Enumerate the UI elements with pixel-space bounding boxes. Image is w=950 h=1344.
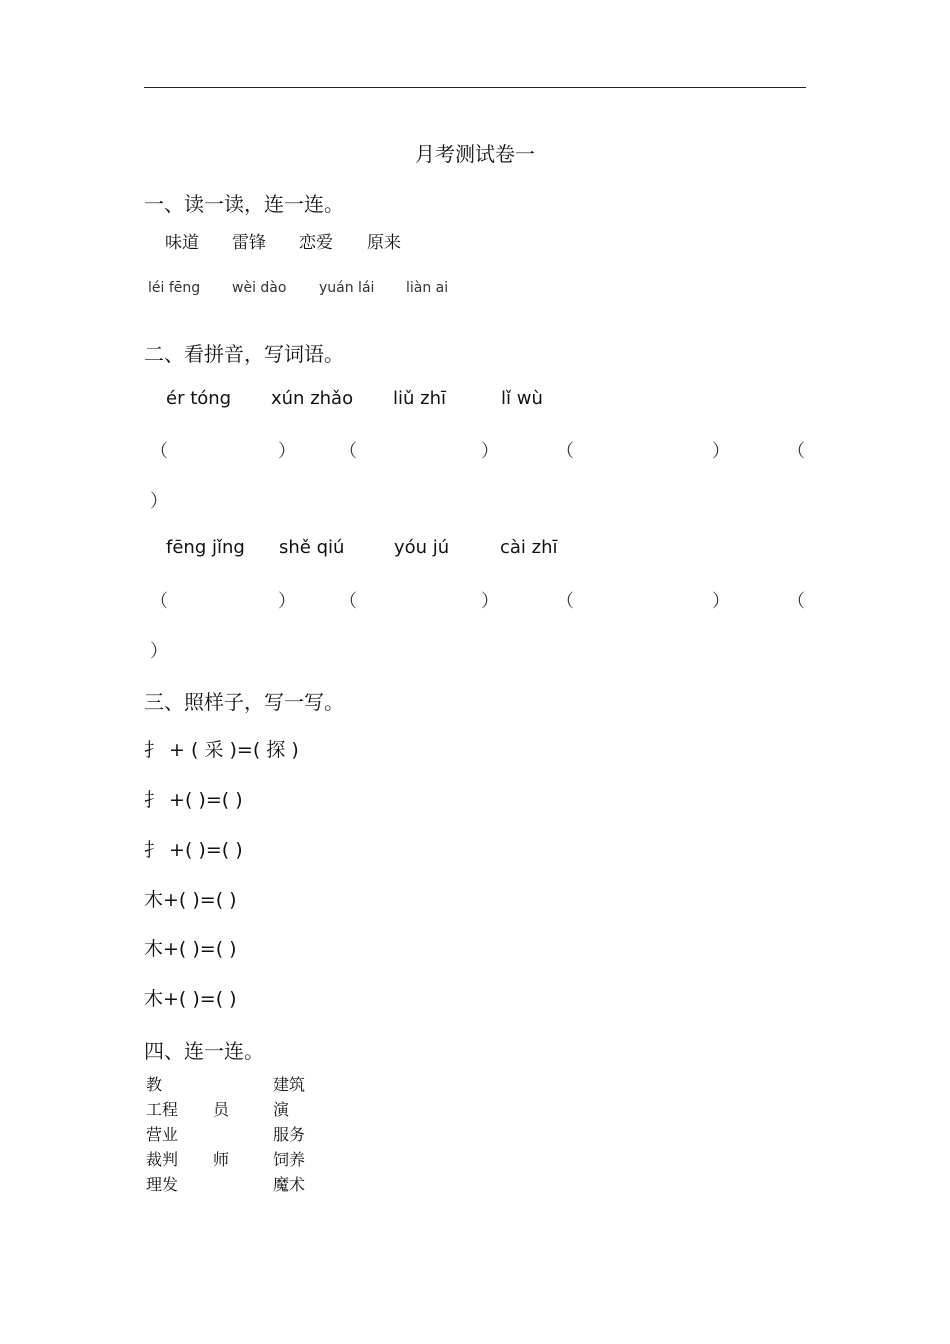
- match-right-1: 建筑: [273, 1075, 306, 1094]
- pinyin-row2-1: fēng jǐng: [166, 537, 245, 558]
- answer-paren-close: ）: [278, 441, 296, 462]
- section1-heading: 一、读一读，连一连。: [144, 192, 344, 216]
- answer-paren-open: （: [556, 441, 574, 462]
- word-4: 原来: [367, 233, 401, 253]
- pinyin-4: liàn ai: [406, 280, 449, 296]
- pinyin-3: yuán lái: [319, 280, 375, 296]
- answer-paren-open: （: [150, 591, 168, 612]
- exercise-line: 扌 +( )=( ): [144, 839, 243, 861]
- word-3: 恋爱: [299, 233, 333, 253]
- section3-heading: 三、照样子，写一写。: [144, 690, 344, 714]
- section4-heading: 四、连一连。: [144, 1039, 264, 1063]
- match-left-3: 营业: [146, 1125, 179, 1144]
- match-right-4: 饲养: [273, 1150, 306, 1169]
- exercise-line: 木+( )=( ): [144, 988, 237, 1010]
- pinyin-row1-4: lǐ wù: [501, 388, 543, 409]
- pinyin-2: wèi dào: [232, 280, 287, 296]
- answer-paren-open: （: [556, 591, 574, 612]
- exercise-line: 扌 +( )=( ): [144, 789, 243, 811]
- answer-paren-close: ）: [481, 441, 499, 462]
- answer-paren-open: （: [150, 441, 168, 462]
- pinyin-1: léi fēng: [148, 280, 201, 296]
- pinyin-row2-2: shě qiú: [279, 537, 345, 558]
- word-2: 雷锋: [232, 233, 266, 253]
- answer-paren-close: ）: [712, 591, 730, 612]
- match-middle-1: 员: [213, 1100, 230, 1119]
- exercise-line: 木+( )=( ): [144, 889, 237, 911]
- match-left-1: 教: [146, 1075, 163, 1094]
- pinyin-row1-1: ér tóng: [166, 388, 232, 409]
- answer-paren-close: ）: [150, 491, 168, 512]
- word-1: 味道: [165, 233, 199, 253]
- match-left-4: 裁判: [146, 1150, 179, 1169]
- page-title: 月考测试卷一: [415, 142, 535, 166]
- pinyin-row1-3: liǔ zhī: [393, 388, 446, 409]
- header-rule: [144, 87, 806, 88]
- answer-paren-open: （: [787, 441, 805, 462]
- pinyin-row1-2: xún zhǎo: [271, 388, 354, 409]
- match-left-2: 工程: [146, 1100, 179, 1119]
- match-middle-2: 师: [213, 1150, 230, 1169]
- exercise-line: 木+( )=( ): [144, 938, 237, 960]
- match-right-5: 魔术: [273, 1175, 306, 1194]
- answer-paren-close: ）: [150, 641, 168, 662]
- answer-paren-open: （: [339, 441, 357, 462]
- answer-paren-open: （: [339, 591, 357, 612]
- pinyin-row2-3: yóu jú: [394, 537, 450, 558]
- pinyin-row2-4: cài zhī: [500, 537, 558, 558]
- answer-paren-close: ）: [481, 591, 499, 612]
- answer-paren-close: ）: [712, 441, 730, 462]
- section2-heading: 二、看拼音，写词语。: [144, 342, 344, 366]
- example-line: 扌 + ( 采 )=( 探 ): [144, 739, 299, 761]
- answer-paren-close: ）: [278, 591, 296, 612]
- answer-paren-open: （: [787, 591, 805, 612]
- match-left-5: 理发: [146, 1175, 179, 1194]
- match-right-2: 演: [273, 1100, 290, 1119]
- match-right-3: 服务: [273, 1125, 306, 1144]
